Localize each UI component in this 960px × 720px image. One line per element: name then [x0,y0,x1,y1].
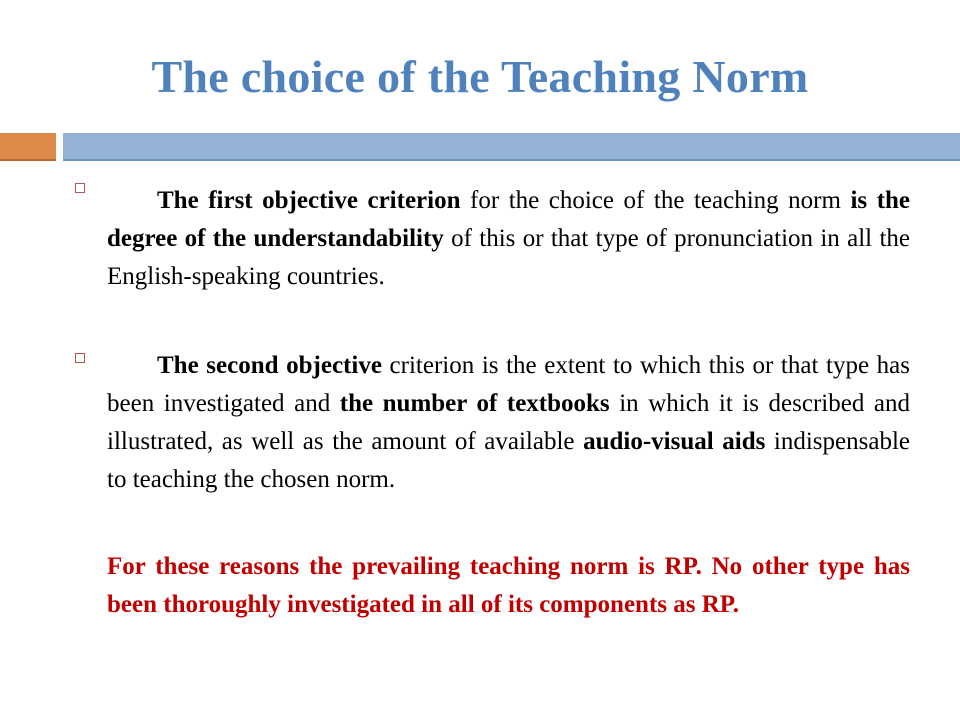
accent-bar-blue [63,133,960,161]
accent-bar-orange [0,133,56,161]
bullet-2-part-5: audio-visual aids [583,428,766,455]
bullet-paragraph-2 [107,347,910,499]
bullet-2-part-6: indispensable to teaching the chosen norm. [107,428,910,493]
bullet-2-part-1: The second objective [157,352,382,379]
bullet-1-part-3: is the degree of the understandability [107,187,911,252]
bullet-paragraph-1 [107,182,910,296]
bullet-1-part-2: for the choice of the teaching norm [460,187,851,214]
slide-title: The choice of the Teaching Norm [151,51,809,102]
bullet-2-part-4: in which it is described and illustrated, as well as the amount of available [107,390,910,455]
conclusion-paragraph: For these reasons the prevailing teaching norm is RP. No other type has been thoroughly investigated in all of its components as RP. [107,553,910,618]
bullet-2-part-2: criterion is the extent to which this or that type has been investigated and [107,352,910,417]
bullet-1-part-4: of this or that type of pronunciation in all the English-speaking countries. [107,225,910,290]
bullet-2-part-3: the number of textbooks [339,390,610,417]
bullet-square-icon [75,353,85,363]
accent-bar-gap [56,133,63,161]
bullet-1-part-1: The first objective criterion [157,187,461,214]
bullet-square-icon [75,183,85,193]
